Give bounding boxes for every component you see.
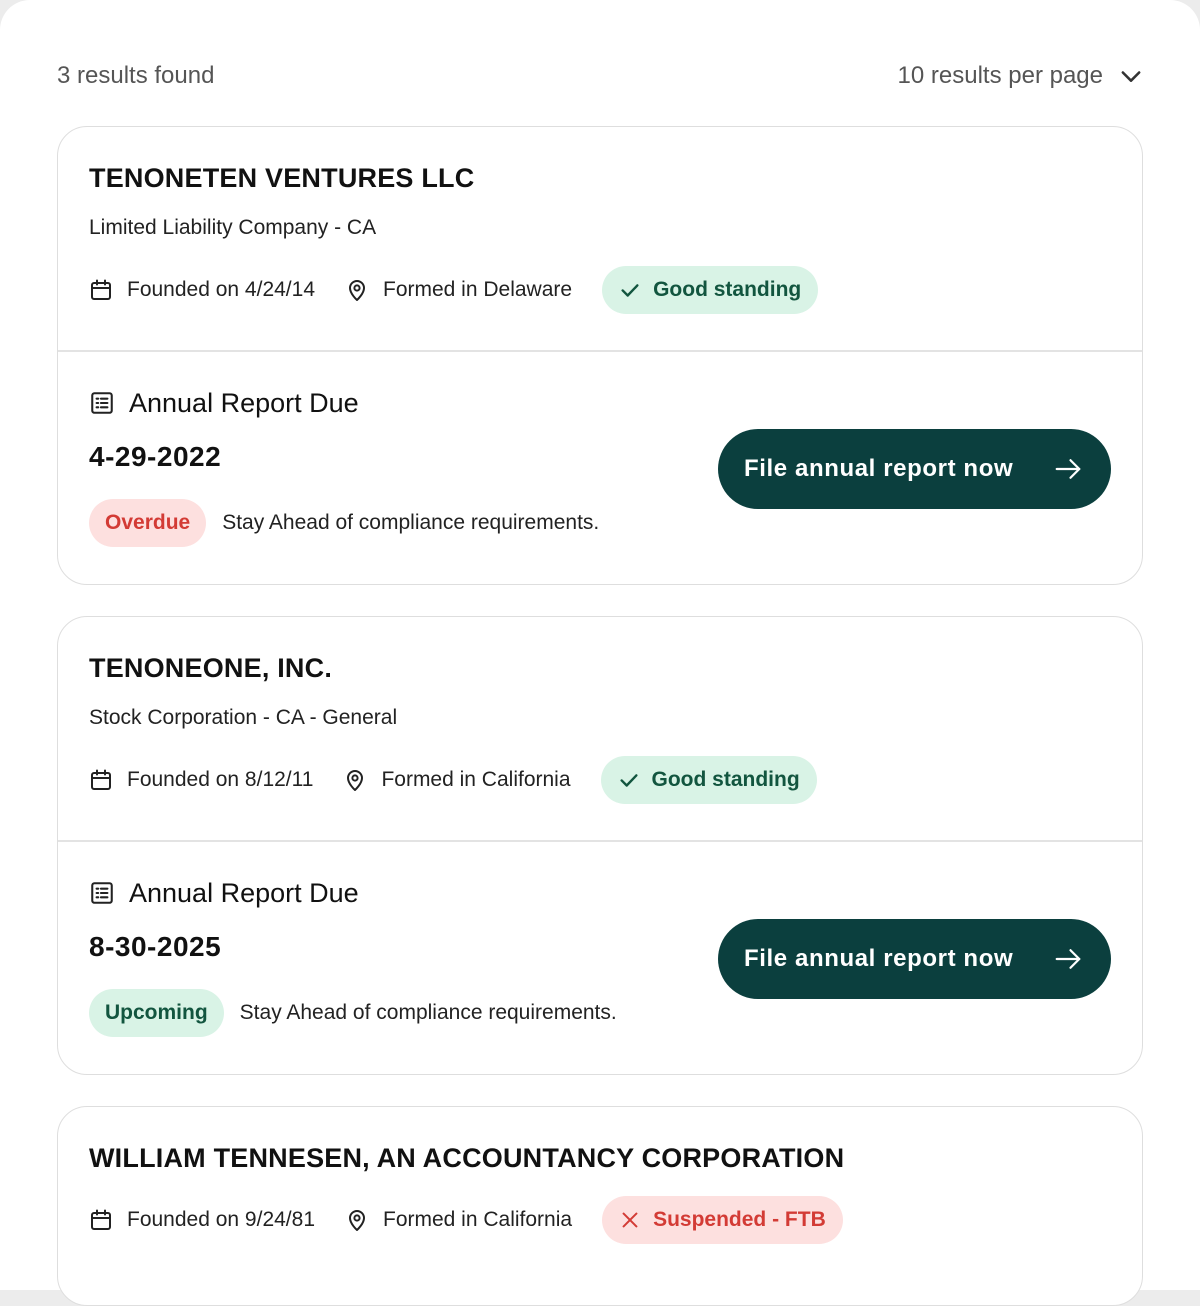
founded-text: Founded on 8/12/11: [127, 768, 314, 791]
company-name[interactable]: TENONETEN VENTURES LLC: [89, 163, 475, 193]
results-toolbar: [57, 58, 1145, 94]
formed-text: Formed in California: [381, 768, 571, 791]
company-info: [58, 127, 1142, 350]
location-pin-icon: [343, 768, 367, 792]
results-per-page-dropdown[interactable]: [898, 62, 1145, 90]
annual-report-title-text: Annual Report Due: [129, 387, 359, 418]
company-meta: [89, 266, 1111, 314]
annual-report-title: [89, 388, 1111, 419]
formed-text: Formed in Delaware: [383, 278, 573, 301]
check-icon: [618, 769, 640, 791]
report-list-icon: [89, 390, 115, 416]
company-meta: [89, 1196, 1111, 1244]
company-type: Stock Corporation - CA - General: [89, 706, 398, 729]
arrow-right-icon: [1053, 454, 1083, 484]
founded-date: [89, 1208, 315, 1232]
founded-text: Founded on 4/24/14: [127, 278, 315, 301]
founded-text: Founded on 9/24/81: [127, 1208, 315, 1231]
standing-text: Good standing: [653, 278, 802, 301]
file-annual-report-label: File annual report now: [744, 454, 1014, 482]
calendar-icon: [89, 1208, 113, 1232]
calendar-icon: [89, 278, 113, 302]
company-name[interactable]: TENONEONE, INC.: [89, 653, 333, 683]
founded-date: [89, 768, 313, 792]
standing-badge: [601, 756, 817, 804]
compliance-note: Stay Ahead of compliance requirements.: [222, 510, 600, 534]
per-page-label: 10 results per page: [897, 62, 1103, 89]
company-meta: [89, 756, 1111, 804]
x-icon: [619, 1209, 641, 1231]
file-annual-report-button[interactable]: [718, 429, 1111, 509]
annual-report-title-text: Annual Report Due: [129, 877, 359, 908]
founded-date: [89, 278, 315, 302]
due-date: 8-30-2025: [89, 930, 222, 962]
arrow-right-icon: [1053, 944, 1083, 974]
due-date: 4-29-2022: [89, 440, 222, 472]
compliance-note: Stay Ahead of compliance requirements.: [239, 1000, 617, 1024]
company-info: [58, 1107, 1142, 1244]
calendar-icon: [89, 768, 113, 792]
company-info: [58, 617, 1142, 840]
location-pin-icon: [345, 1208, 369, 1232]
formed-text: Formed in California: [383, 1208, 573, 1231]
results-count: 3 results found: [57, 62, 215, 89]
company-type: Limited Liability Company - CA: [89, 216, 377, 239]
annual-report-section: [58, 842, 1142, 1074]
standing-text: Good standing: [651, 768, 800, 791]
overdue-badge: Overdue: [89, 499, 206, 547]
company-card: [57, 1106, 1143, 1306]
formed-state: [345, 278, 572, 302]
check-icon: [619, 279, 641, 301]
standing-badge: [602, 266, 818, 314]
annual-report-title: [89, 878, 1111, 909]
report-list-icon: [89, 880, 115, 906]
formed-state: [343, 768, 570, 792]
file-annual-report-label: File annual report now: [744, 944, 1014, 972]
formed-state: [345, 1208, 572, 1232]
company-card: [57, 616, 1143, 1075]
file-annual-report-button[interactable]: [718, 919, 1111, 999]
chevron-down-icon: [1117, 62, 1145, 90]
company-card: [57, 126, 1143, 585]
annual-report-section: [58, 352, 1142, 584]
location-pin-icon: [345, 278, 369, 302]
standing-badge: [602, 1196, 843, 1244]
upcoming-badge: Upcoming: [89, 989, 224, 1037]
standing-text: Suspended - FTB: [653, 1208, 826, 1231]
company-name[interactable]: WILLIAM TENNESEN, AN ACCOUNTANCY CORPORATION: [89, 1143, 845, 1173]
